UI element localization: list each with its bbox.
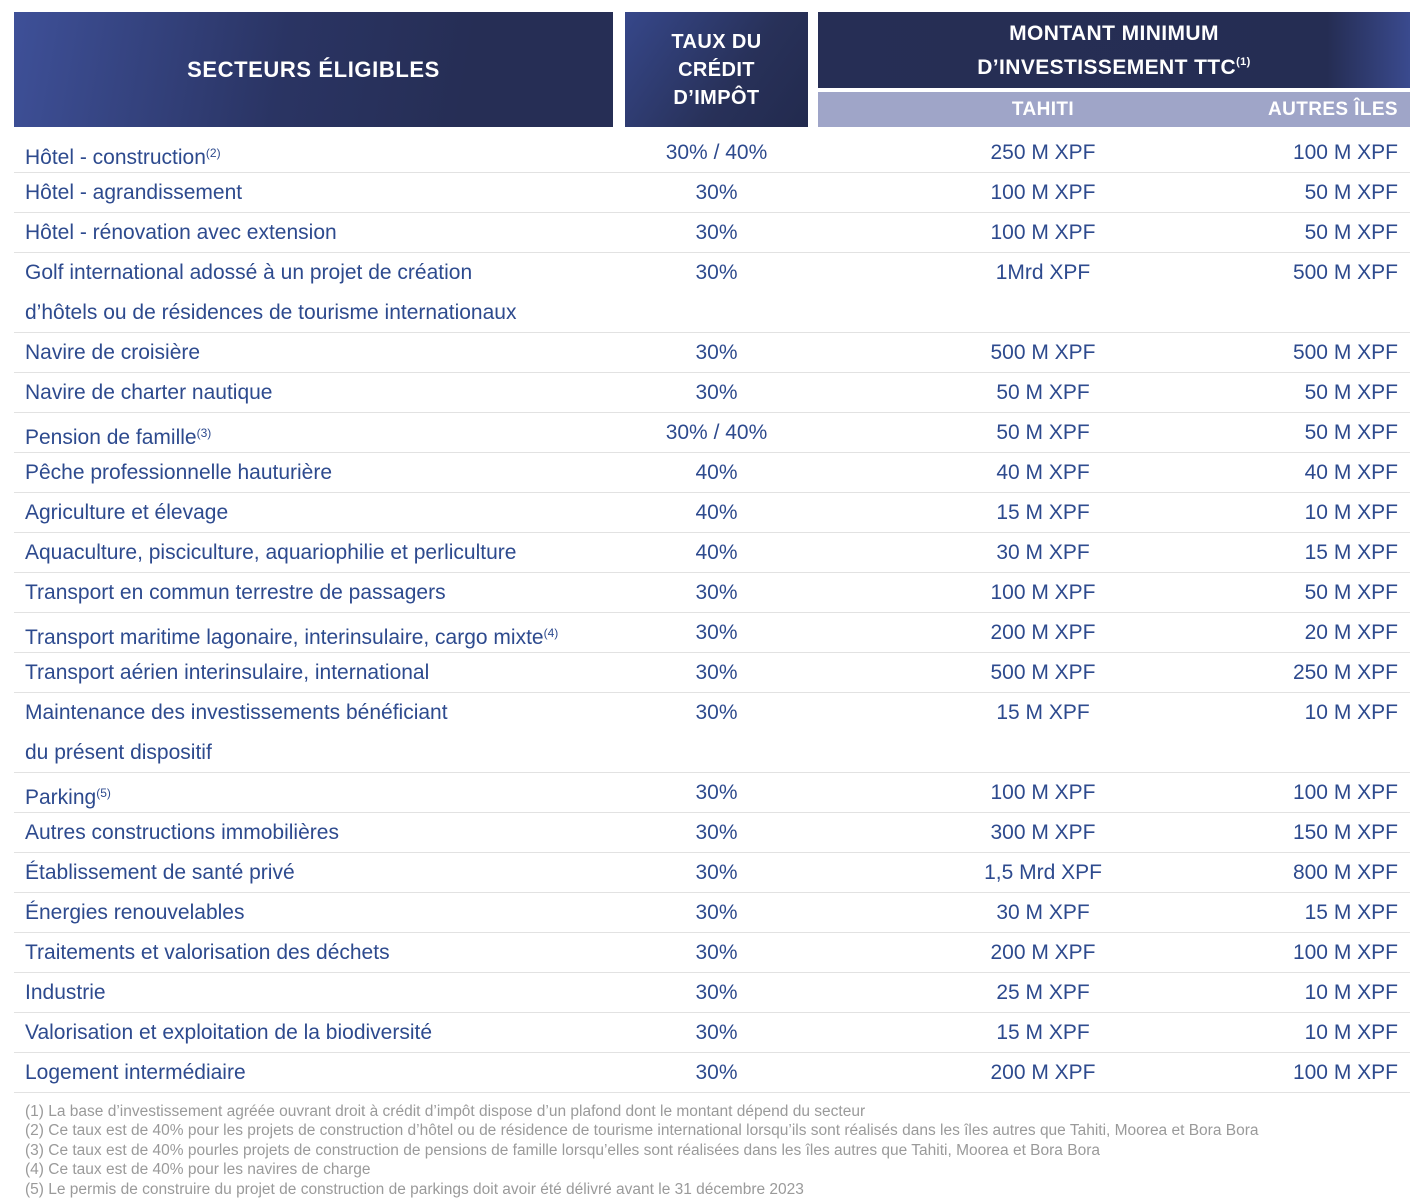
table-row xyxy=(14,453,1410,493)
sector-label: Navire de charter nautique xyxy=(25,381,273,404)
sector-cell xyxy=(14,933,613,973)
tahiti-amount-cell: 30 M XPF xyxy=(996,541,1090,564)
sector-cell xyxy=(14,213,613,253)
table-row xyxy=(14,133,1410,173)
sector-cell xyxy=(14,613,613,658)
footnote-line: (2) Ce taux est de 40% pour les projets de construction d’hôtel ou de résidence de tourisme international lorsqu’ils sont réalisés dans les îles autres que Tahiti, Moorea et Bora Bora xyxy=(25,1122,1259,1140)
sector-cell xyxy=(14,493,613,533)
autres-iles-amount-cell: 250 M XPF xyxy=(1292,661,1398,684)
tahiti-amount-cell: 300 M XPF xyxy=(990,821,1096,844)
rate-cell: 40% xyxy=(695,541,738,564)
sector-label: Établissement de santé privé xyxy=(25,861,295,884)
table-row xyxy=(14,613,1410,653)
sector-label: Aquaculture, pisciculture, aquariophilie et perliculture xyxy=(25,541,517,564)
tahiti-amount-cell: 100 M XPF xyxy=(990,181,1096,204)
rate-cell: 30% xyxy=(695,1021,738,1044)
sector-cell xyxy=(14,133,613,178)
rate-cell: 40% xyxy=(695,461,738,484)
sector-label: Parking$^{(5)}$ xyxy=(25,786,111,809)
table-row xyxy=(14,373,1410,413)
table-row xyxy=(14,933,1410,973)
tahiti-amount-cell: 200 M XPF xyxy=(990,1061,1096,1084)
sector-cell xyxy=(14,373,613,413)
autres-iles-amount-cell: 10 M XPF xyxy=(1304,981,1398,1004)
sector-cell xyxy=(14,333,613,373)
table-row xyxy=(14,213,1410,253)
table-row xyxy=(14,813,1410,853)
autres-iles-amount-cell: 50 M XPF xyxy=(1304,421,1398,444)
tahiti-amount-cell: 100 M XPF xyxy=(990,581,1096,604)
tahiti-amount-cell: 200 M XPF xyxy=(990,941,1096,964)
rate-cell: 30% / 40% xyxy=(665,421,768,444)
sector-label: Maintenance des investissements bénéficiant xyxy=(25,701,448,724)
sector-label: Pêche professionnelle hauturière xyxy=(25,461,333,484)
sector-label: Énergies renouvelables xyxy=(25,901,245,924)
subheader-tahiti-label: TAHITI xyxy=(1011,98,1075,120)
table-row xyxy=(14,573,1410,613)
sector-label: Valorisation et exploitation de la biodiversité xyxy=(25,1021,433,1044)
rate-cell: 30% xyxy=(695,661,738,684)
rate-cell: 30% xyxy=(695,861,738,884)
autres-iles-amount-cell: 10 M XPF xyxy=(1304,1021,1398,1044)
rate-cell: 30% xyxy=(695,621,738,644)
tahiti-amount-cell: 30 M XPF xyxy=(996,901,1090,924)
autres-iles-amount-cell: 500 M XPF xyxy=(1292,341,1398,364)
autres-iles-amount-cell: 800 M XPF xyxy=(1292,861,1398,884)
table-row xyxy=(14,1013,1410,1053)
tahiti-amount-cell: 250 M XPF xyxy=(990,141,1096,164)
sector-label: Logement intermédiaire xyxy=(25,1061,246,1084)
sector-label: Golf international adossé à un projet de création xyxy=(25,261,473,284)
tahiti-amount-cell: 500 M XPF xyxy=(990,341,1096,364)
header-montant-minimum xyxy=(818,12,1410,88)
rate-cell: 30% xyxy=(695,1061,738,1084)
rate-cell: 30% xyxy=(695,581,738,604)
sector-label-line2: d’hôtels ou de résidences de tourisme internationaux xyxy=(25,301,517,324)
sector-cell xyxy=(14,533,613,573)
header-montant-line1: MONTANT MINIMUM xyxy=(1009,21,1219,45)
header-secteurs-label: SECTEURS ÉLIGIBLES xyxy=(187,56,440,82)
tahiti-amount-cell: 15 M XPF xyxy=(996,1021,1090,1044)
table-row xyxy=(14,853,1410,893)
footnotes xyxy=(25,1102,1259,1198)
tahiti-amount-cell: 15 M XPF xyxy=(996,701,1090,724)
rate-cell: 30% xyxy=(695,901,738,924)
tahiti-amount-cell: 100 M XPF xyxy=(990,781,1096,804)
rate-cell: 40% xyxy=(695,501,738,524)
rate-cell: 30% xyxy=(695,781,738,804)
sector-cell xyxy=(14,773,613,818)
table-row xyxy=(14,333,1410,373)
sector-label: Navire de croisière xyxy=(25,341,201,364)
autres-iles-amount-cell: 50 M XPF xyxy=(1304,181,1398,204)
autres-iles-amount-cell: 50 M XPF xyxy=(1304,221,1398,244)
subheader-autres-iles-label: AUTRES ÎLES xyxy=(1267,98,1398,120)
header-taux-line2: CRÉDIT xyxy=(678,58,755,81)
sector-cell xyxy=(14,573,613,613)
tahiti-amount-cell: 1Mrd XPF xyxy=(995,261,1091,284)
footnote-line: (1) La base d’investissement agréée ouvrant droit à crédit d’impôt dispose d’un plafond dont le montant dépend du secteur xyxy=(25,1103,866,1120)
sector-cell xyxy=(14,653,613,693)
subheader-strip xyxy=(818,92,1410,127)
sector-label: Hôtel - construction$^{(2)}$ xyxy=(25,146,221,169)
sector-cell xyxy=(14,973,613,1013)
header-secteurs-eligibles xyxy=(14,12,613,127)
autres-iles-amount-cell: 10 M XPF xyxy=(1304,501,1398,524)
rate-cell: 30% xyxy=(695,341,738,364)
table-row xyxy=(14,1053,1410,1093)
rate-cell: 30% xyxy=(695,181,738,204)
footnote-line: (5) Le permis de construire du projet de construction de parkings doit avoir été délivré avant le 31 décembre 2023 xyxy=(25,1180,804,1198)
autres-iles-amount-cell: 100 M XPF xyxy=(1292,141,1398,164)
rate-cell: 30% xyxy=(695,981,738,1004)
autres-iles-amount-cell: 50 M XPF xyxy=(1304,581,1398,604)
sector-label: Traitements et valorisation des déchets xyxy=(25,941,390,964)
sector-label: Transport maritime lagonaire, interinsulaire, cargo mixte$^{(4)}$ xyxy=(25,626,559,649)
autres-iles-amount-cell: 10 M XPF xyxy=(1304,701,1398,724)
tahiti-amount-cell: 50 M XPF xyxy=(996,381,1090,404)
footnote-line: (4) Ce taux est de 40% pour les navires de charge xyxy=(25,1161,371,1179)
autres-iles-amount-cell: 20 M XPF xyxy=(1304,621,1398,644)
sector-cell xyxy=(14,413,613,458)
sector-label: Agriculture et élevage xyxy=(25,501,229,524)
tahiti-amount-cell: 100 M XPF xyxy=(990,221,1096,244)
sector-cell xyxy=(14,693,613,773)
sector-label: Transport aérien interinsulaire, international xyxy=(25,661,430,684)
sector-cell xyxy=(14,173,613,213)
footnote-line: (3) Ce taux est de 40% pourles projets de construction de pensions de famille lorsqu’elles sont réalisées dans les îles autres que Tahiti, Moorea et Bora Bora xyxy=(25,1141,1100,1159)
rate-cell: 30% xyxy=(695,261,738,284)
footnote-ref: (4) xyxy=(543,626,559,640)
table-row xyxy=(14,173,1410,213)
table-row xyxy=(14,973,1410,1013)
footnote-ref: (5) xyxy=(96,786,111,800)
tahiti-amount-cell: 500 M XPF xyxy=(990,661,1096,684)
table-row xyxy=(14,653,1410,693)
rate-cell: 30% xyxy=(695,821,738,844)
autres-iles-amount-cell: 15 M XPF xyxy=(1304,901,1398,924)
footnote-ref: (3) xyxy=(196,426,212,440)
sector-cell xyxy=(14,1053,613,1093)
autres-iles-amount-cell: 500 M XPF xyxy=(1292,261,1398,284)
table-row xyxy=(14,413,1410,453)
sector-label: Transport en commun terrestre de passagers xyxy=(25,581,446,604)
header-montant-line2 xyxy=(977,48,1251,82)
sector-cell xyxy=(14,453,613,493)
sector-label-line2: du présent dispositif xyxy=(25,741,212,764)
autres-iles-amount-cell: 50 M XPF xyxy=(1304,381,1398,404)
sector-cell xyxy=(14,813,613,853)
footnote-ref: (2) xyxy=(205,146,221,160)
footnote-ref-1: (1) xyxy=(1236,55,1251,68)
header-montant-line2-text: D’INVESTISSEMENT TTC xyxy=(977,55,1237,79)
tahiti-amount-cell: 50 M XPF xyxy=(996,421,1090,444)
rate-cell: 30% xyxy=(695,941,738,964)
sector-label: Hôtel - agrandissement xyxy=(25,181,243,204)
autres-iles-amount-cell: 100 M XPF xyxy=(1292,941,1398,964)
sector-label: Autres constructions immobilières xyxy=(25,821,339,844)
table-row xyxy=(14,493,1410,533)
tahiti-amount-cell: 25 M XPF xyxy=(996,981,1090,1004)
header-taux-line1: TAUX DU xyxy=(671,30,762,53)
rate-cell: 30% xyxy=(695,221,738,244)
header-taux-credit-impot xyxy=(625,12,808,127)
autres-iles-amount-cell: 40 M XPF xyxy=(1304,461,1398,484)
autres-iles-amount-cell: 100 M XPF xyxy=(1292,1061,1398,1084)
table-row xyxy=(14,773,1410,813)
sector-cell xyxy=(14,1013,613,1053)
sector-label: Industrie xyxy=(25,981,106,1004)
sector-cell xyxy=(14,853,613,893)
table-row xyxy=(14,693,1410,773)
table-row xyxy=(14,253,1410,333)
tahiti-amount-cell: 200 M XPF xyxy=(990,621,1096,644)
table-row xyxy=(14,893,1410,933)
sector-cell xyxy=(14,253,613,333)
sector-cell xyxy=(14,893,613,933)
autres-iles-amount-cell: 150 M XPF xyxy=(1292,821,1398,844)
header-taux-line3: D’IMPÔT xyxy=(673,86,760,109)
sector-label: Hôtel - rénovation avec extension xyxy=(25,221,337,244)
autres-iles-amount-cell: 15 M XPF xyxy=(1304,541,1398,564)
tahiti-amount-cell: 40 M XPF xyxy=(996,461,1090,484)
tahiti-amount-cell: 1,5 Mrd XPF xyxy=(984,861,1102,884)
rate-cell: 30% xyxy=(695,381,738,404)
tahiti-amount-cell: 15 M XPF xyxy=(996,501,1090,524)
sector-label: Pension de famille$^{(3)}$ xyxy=(25,426,212,449)
table-body xyxy=(14,133,1410,1093)
rate-cell: 30% / 40% xyxy=(665,141,768,164)
autres-iles-amount-cell: 100 M XPF xyxy=(1292,781,1398,804)
rate-cell: 30% xyxy=(695,701,738,724)
table-row xyxy=(14,533,1410,573)
